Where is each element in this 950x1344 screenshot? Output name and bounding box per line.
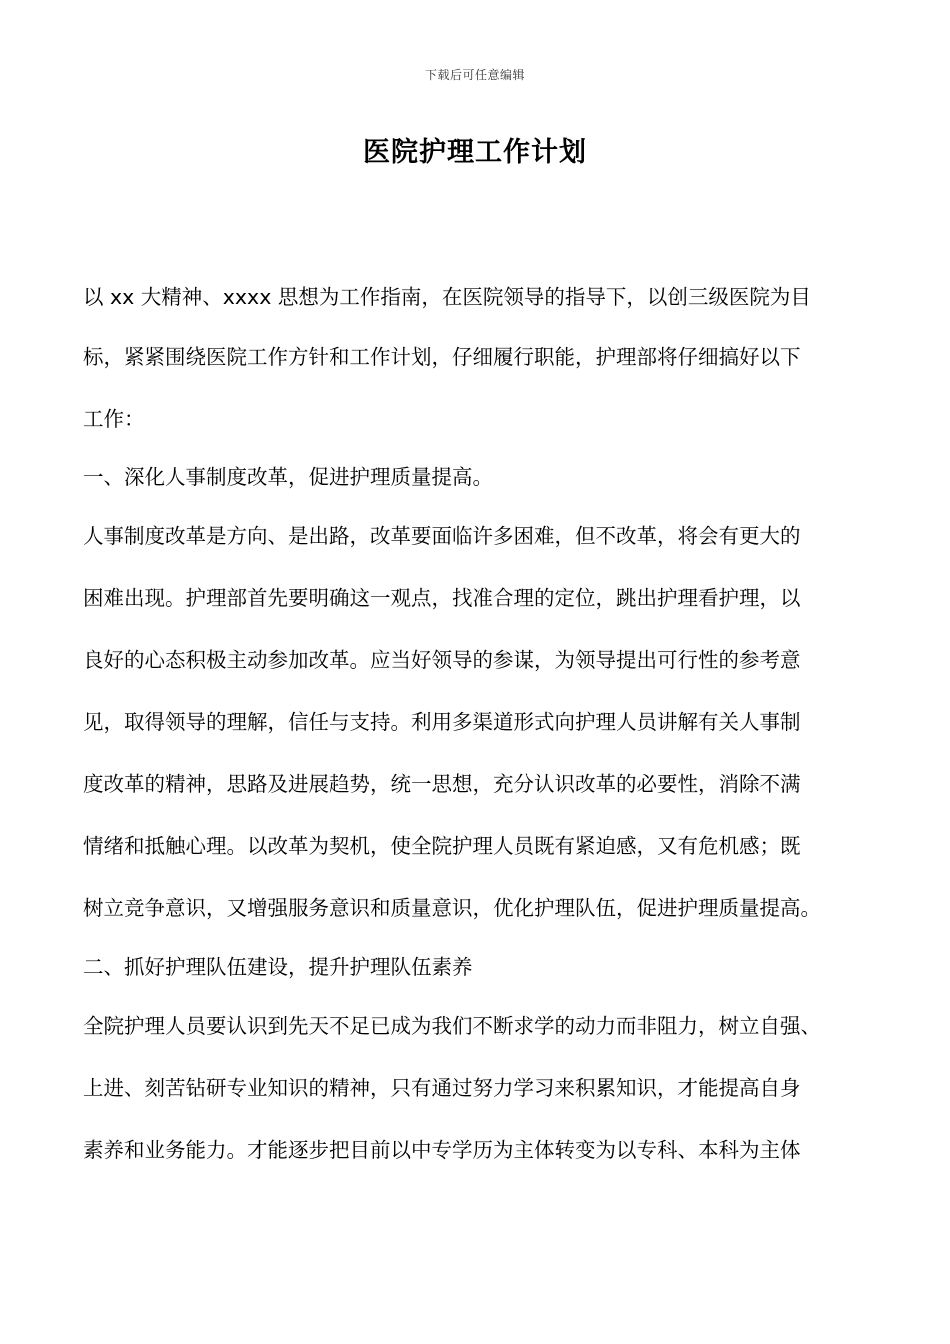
paragraph-line: 度改革的精神，思路及进展趋势，统一思想，充分认识改革的必要性，消除不满 xyxy=(83,772,801,796)
paragraph-line: 全院护理人员要认识到先天不足已成为我们不断求学的动力而非阻力，树立自强、 xyxy=(83,1014,821,1038)
paragraph-line: 以 xx 大精神、xxxx 思想为工作指南，在医院领导的指导下，以创三级医院为目 xyxy=(83,285,811,309)
paragraph-line: 标，紧紧围绕医院工作方针和工作计划，仔细履行职能，护理部将仔细搞好以下 xyxy=(83,345,801,369)
section-heading-2: 二、抓好护理队伍建设，提升护理队伍素养 xyxy=(83,955,473,979)
paragraph-line: 素养和业务能力。才能逐步把目前以中专学历为主体转变为以专科、本科为主体 xyxy=(83,1138,801,1162)
paragraph-line: 情绪和抵触心理。以改革为契机，使全院护理人员既有紧迫感，又有危机感；既 xyxy=(83,834,801,858)
paragraph-line: 困难出现。护理部首先要明确这一观点，找准合理的定位，跳出护理看护理，以 xyxy=(83,586,801,610)
document-title: 医院护理工作计划 xyxy=(363,137,587,168)
paragraph-line: 见，取得领导的理解，信任与支持。利用多渠道形式向护理人员讲解有关人事制 xyxy=(83,710,801,734)
paragraph-line: 树立竞争意识，又增强服务意识和质量意识，优化护理队伍，促进护理质量提高。 xyxy=(83,896,821,920)
paragraph-line: 人事制度改革是方向、是出路，改革要面临许多困难，但不改革，将会有更大的 xyxy=(83,524,801,548)
header-note: 下载后可任意编辑 xyxy=(424,68,525,82)
paragraph-line: 工作： xyxy=(83,407,145,431)
paragraph-line: 良好的心态积极主动参加改革。应当好领导的参谋，为领导提出可行性的参考意 xyxy=(83,648,801,672)
paragraph-line: 上进、刻苦钻研专业知识的精神，只有通过努力学习来积累知识，才能提高自身 xyxy=(83,1076,801,1100)
section-heading-1: 一、深化人事制度改革，促进护理质量提高。 xyxy=(83,465,493,489)
